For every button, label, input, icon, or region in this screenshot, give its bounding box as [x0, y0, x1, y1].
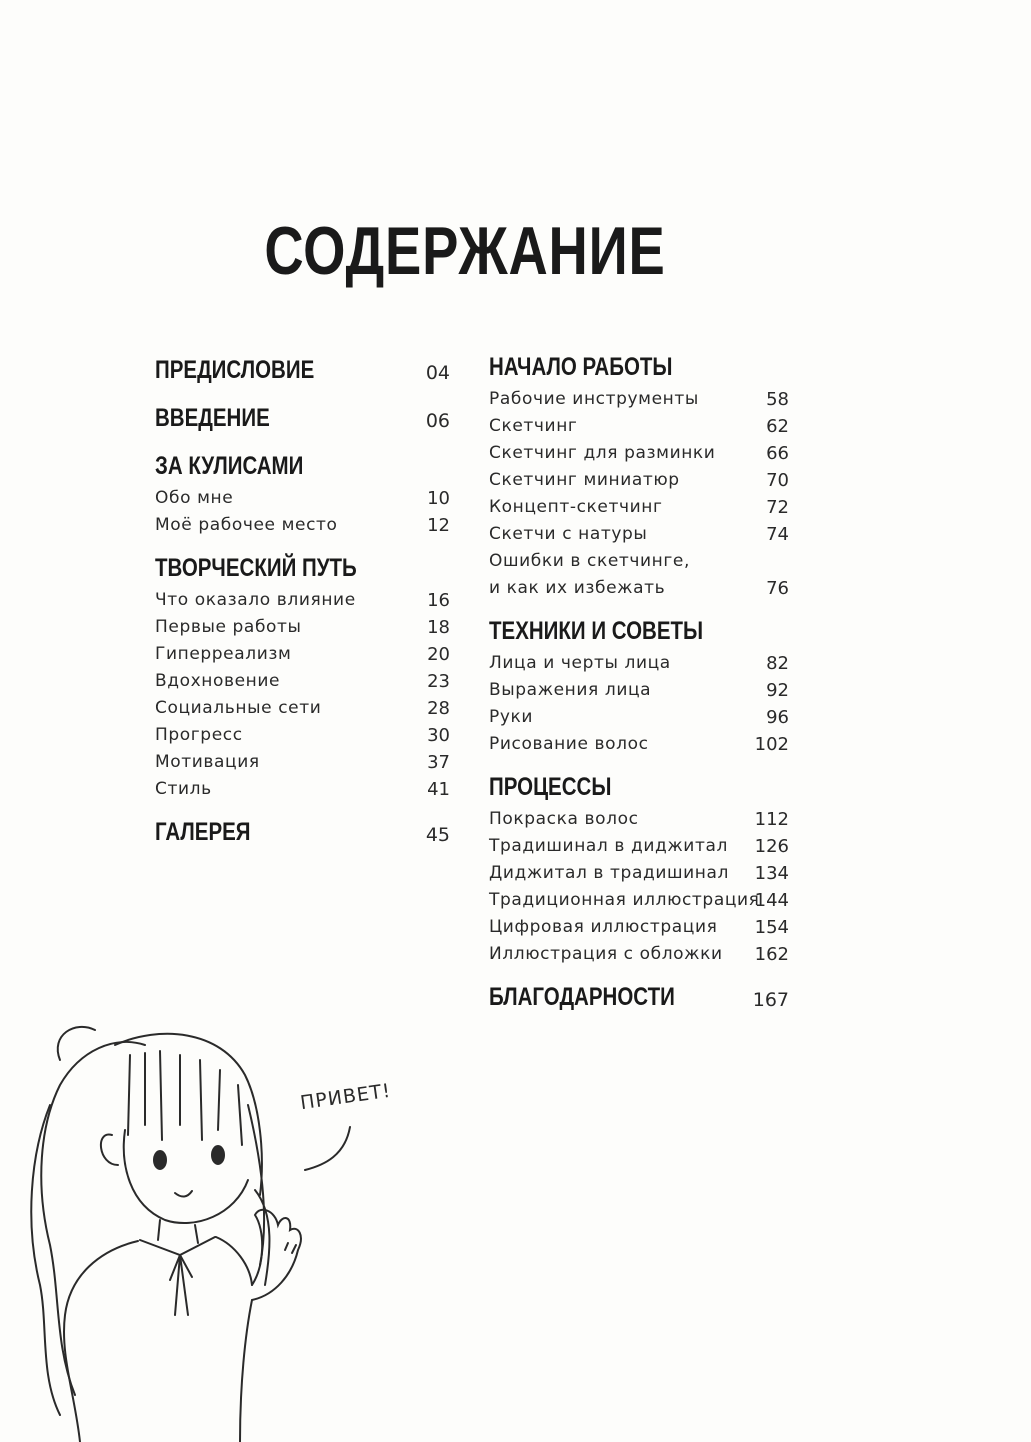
section-title: БЛАГОДАРНОСТИ [489, 983, 675, 1011]
toc-entry [155, 750, 455, 777]
toc-section [155, 452, 455, 486]
entry-title: Цифровая иллюстрация [489, 917, 718, 937]
toc-entry [489, 732, 789, 759]
entry-title: Покраска волос [489, 809, 639, 829]
entry-page-number: 58 [766, 389, 789, 410]
toc-entry [489, 834, 789, 861]
entry-page-number: 30 [427, 725, 450, 746]
waving-hand [252, 1210, 301, 1300]
entry-title: и как их избежать [489, 578, 666, 598]
section-title: ТВОРЧЕСКИЙ ПУТЬ [155, 554, 357, 582]
entry-title: Выражения лица [489, 680, 652, 700]
section-title: НАЧАЛО РАБОТЫ [489, 353, 673, 381]
toc-section [489, 617, 789, 651]
toc-entry [489, 678, 789, 705]
toc-entry [489, 651, 789, 678]
section-page-number: 04 [425, 362, 450, 384]
toc-entry [155, 615, 455, 642]
entry-title: Скетчинг [489, 416, 578, 436]
left-eye [154, 1151, 166, 1169]
entry-page-number: 82 [766, 653, 789, 674]
toc-entry [489, 549, 789, 576]
speech-bubble-text: ПРИВЕТ! [298, 1079, 393, 1115]
entry-title: Концепт-скетчинг [489, 497, 663, 517]
toc-entry [489, 414, 789, 441]
section-title: ВВЕДЕНИЕ [155, 404, 270, 432]
entry-page-number: 41 [427, 779, 450, 800]
toc-entry [155, 513, 455, 540]
entry-page-number: 18 [427, 617, 450, 638]
entry-title: Скетчи с натуры [489, 524, 648, 544]
section-title: ЗА КУЛИСАМИ [155, 452, 304, 480]
entry-title: Диджитал в традишинал [489, 863, 729, 883]
toc-entry [489, 441, 789, 468]
ear [101, 1135, 118, 1165]
entry-title: Руки [489, 707, 534, 727]
toc-right-column [489, 353, 789, 1017]
entry-page-number: 66 [766, 443, 789, 464]
entry-title: Что оказало влияние [155, 590, 356, 610]
entry-page-number: 62 [766, 416, 789, 437]
entry-title: Традишинал в диджитал [489, 836, 728, 856]
entry-title: Рисование волос [489, 734, 649, 754]
toc-section [155, 554, 455, 588]
entry-page-number: 112 [754, 809, 789, 830]
entry-title: Традиционная иллюстрация [489, 890, 760, 910]
toc-entry [489, 705, 789, 732]
section-page-number: 45 [425, 824, 450, 846]
entry-title: Скетчинг миниатюр [489, 470, 680, 490]
ponytail-strand [58, 1027, 95, 1060]
entry-page-number: 74 [766, 524, 789, 545]
toc-entry [489, 522, 789, 549]
entry-page-number: 102 [754, 734, 789, 755]
hair-side-right [248, 1105, 269, 1285]
toc-entry [489, 888, 789, 915]
face-outline [124, 1130, 248, 1223]
section-title: ПРОЦЕССЫ [489, 773, 612, 801]
mouth [175, 1191, 192, 1197]
section-title: ПРЕДИСЛОВИЕ [155, 356, 315, 384]
entry-title: Лица и черты лица [489, 653, 671, 673]
entry-title: Обо мне [155, 488, 234, 508]
toc-entry [489, 468, 789, 495]
entry-page-number: 76 [766, 578, 789, 599]
right-eye [212, 1146, 224, 1164]
toc-entry [155, 777, 455, 804]
entry-title: Иллюстрация с обложки [489, 944, 723, 964]
toc-section [155, 818, 455, 852]
toc-section [155, 356, 455, 390]
entry-page-number: 37 [427, 752, 450, 773]
entry-page-number: 92 [766, 680, 789, 701]
entry-page-number: 10 [427, 488, 450, 509]
ponytail-strand-2 [31, 1105, 60, 1415]
toc-entry [155, 486, 455, 513]
bangs [128, 1051, 242, 1145]
toc-entry [155, 669, 455, 696]
entry-title: Вдохновение [155, 671, 281, 691]
sleeve [240, 1300, 252, 1442]
entry-title: Рабочие инструменты [489, 389, 699, 409]
wave-marks [285, 1243, 296, 1253]
entry-page-number: 28 [427, 698, 450, 719]
toc-left-column [155, 356, 455, 852]
toc-entry [489, 576, 789, 603]
toc-entry [489, 387, 789, 414]
toc-entry [489, 861, 789, 888]
entry-title: Ошибки в скетчинге, [489, 551, 690, 571]
entry-page-number: 23 [427, 671, 450, 692]
entry-page-number: 162 [754, 944, 789, 965]
speech-tail [305, 1127, 350, 1170]
toc-entry [489, 915, 789, 942]
toc-entry [489, 807, 789, 834]
section-page-number: 167 [752, 989, 789, 1011]
entry-title: Скетчинг для разминки [489, 443, 716, 463]
page-title: СОДЕРЖАНИЕ [264, 213, 666, 289]
entry-page-number: 144 [754, 890, 789, 911]
entry-page-number: 12 [427, 515, 450, 536]
entry-page-number: 16 [427, 590, 450, 611]
toc-section [489, 353, 789, 387]
entry-page-number: 70 [766, 470, 789, 491]
toc-entry [489, 495, 789, 522]
toc-entry [155, 696, 455, 723]
entry-title: Прогресс [155, 725, 243, 745]
entry-page-number: 20 [427, 644, 450, 665]
toc-entry [155, 642, 455, 669]
entry-title: Мотивация [155, 752, 260, 772]
entry-page-number: 126 [754, 836, 789, 857]
entry-title: Гиперреализм [155, 644, 292, 664]
entry-page-number: 154 [754, 917, 789, 938]
toc-entry [155, 723, 455, 750]
toc-entry [489, 942, 789, 969]
toc-section [489, 983, 789, 1017]
entry-page-number: 96 [766, 707, 789, 728]
section-title: ГАЛЕРЕЯ [155, 818, 251, 846]
entry-title: Социальные сети [155, 698, 322, 718]
entry-title: Стиль [155, 779, 212, 799]
entry-page-number: 72 [766, 497, 789, 518]
section-page-number: 06 [425, 410, 450, 432]
toc-section [155, 404, 455, 438]
toc-entry [155, 588, 455, 615]
section-title: ТЕХНИКИ И СОВЕТЫ [489, 617, 704, 645]
right-shoulder [216, 1237, 252, 1285]
entry-title: Моё рабочее место [155, 515, 338, 535]
toc-section [489, 773, 789, 807]
entry-page-number: 134 [754, 863, 789, 884]
girl-illustration [20, 1015, 440, 1442]
entry-title: Первые работы [155, 617, 302, 637]
left-shoulder [64, 1241, 138, 1442]
